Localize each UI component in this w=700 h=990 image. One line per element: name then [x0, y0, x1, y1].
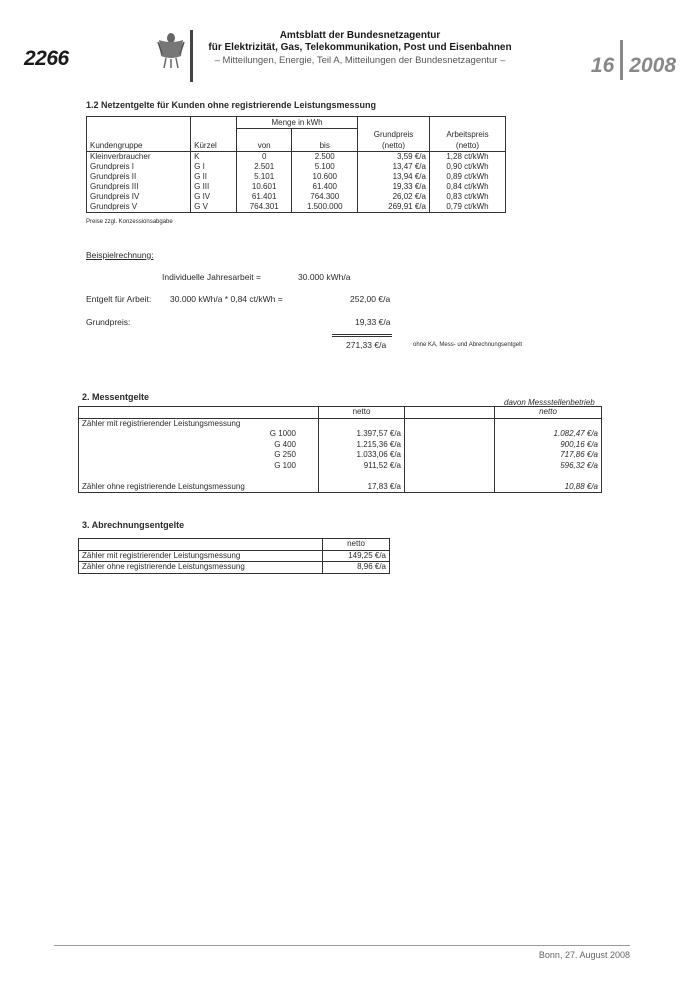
- cell-arbeitspreis: 1,28 ct/kWh: [429, 152, 505, 163]
- cell-davon: 596,32 €/a: [495, 461, 602, 472]
- cell-bis: 764.300: [292, 192, 358, 202]
- col-grundpreis: Grundpreis: [358, 129, 430, 141]
- issue-number: 16: [590, 54, 615, 77]
- ohne-netto: 17,83 €/a: [319, 482, 405, 493]
- cell-gruppe: Grundpreis II: [87, 172, 191, 182]
- grundpreis-label: Grundpreis:: [86, 317, 131, 327]
- cell-kuerzel: G I: [191, 162, 237, 172]
- journal-section: – Mitteilungen, Energie, Teil A, Mitteilungen der Bundesnetzagentur –: [214, 55, 506, 66]
- cell-von: 0: [236, 152, 291, 163]
- footer-divider: [54, 945, 630, 946]
- cell-grundpreis: 3,59 €/a: [358, 152, 430, 163]
- col-netto: netto: [323, 539, 390, 551]
- cell-von: 10.601: [236, 182, 291, 192]
- cell-grundpreis: 13,47 €/a: [358, 162, 430, 172]
- cell-von: 2.501: [236, 162, 291, 172]
- col-netto: netto: [319, 407, 405, 419]
- example-title: Beispielrechnung:: [86, 250, 154, 260]
- cell-netto: 1.397,57 €/a: [319, 429, 405, 440]
- col-netto-davon: netto: [495, 407, 602, 419]
- table-row: [79, 461, 602, 472]
- ohne-davon: 10,88 €/a: [495, 482, 602, 493]
- price-note: Preise zzgl. Konzessionsabgabe: [86, 219, 173, 225]
- cell-gruppe: Grundpreis V: [87, 202, 191, 213]
- col-grundpreis-sub: (netto): [358, 141, 430, 152]
- table-row: [79, 440, 602, 451]
- cell-gruppe: Grundpreis III: [87, 182, 191, 192]
- cell-von: 61.401: [236, 192, 291, 202]
- cell-label: Zähler mit registrierender Leistungsmessung: [79, 550, 323, 562]
- section-1-title: 1.2 Netzentgelte für Kunden ohne registrierende Leistungsmessung: [86, 100, 377, 110]
- cell-davon: 717,86 €/a: [495, 450, 602, 461]
- jahresarbeit-value: 30.000 kWh/a: [298, 272, 351, 282]
- footer-date: Bonn, 27. August 2008: [538, 950, 630, 960]
- jahresarbeit-label: Individuelle Jahresarbeit =: [162, 272, 261, 282]
- table-row: [79, 450, 602, 461]
- cell-von: 5.101: [236, 172, 291, 182]
- arbeit-value: 252,00 €/a: [350, 294, 391, 304]
- cell-grundpreis: 26,02 €/a: [358, 192, 430, 202]
- table-row: [87, 152, 506, 163]
- arbeit-label: Entgelt für Arbeit:: [86, 294, 152, 304]
- header-divider: [190, 30, 193, 82]
- issue-info: [591, 46, 676, 86]
- col-arbeitspreis-sub: (netto): [429, 141, 505, 152]
- col-menge: Menge in kWh: [236, 117, 357, 129]
- arbeit-formula: 30.000 kWh/a * 0,84 ct/kWh =: [170, 294, 283, 304]
- cell-label: Zähler ohne registrierende Leistungsmessung: [79, 562, 323, 574]
- col-kundengruppe: Kundengruppe: [87, 141, 191, 152]
- davon-label: davon Messstellenbetrieb: [504, 398, 595, 407]
- table-row: [87, 192, 506, 202]
- cell-von: 764.301: [236, 202, 291, 213]
- journal-subtitle: für Elektrizität, Gas, Telekommunikation, Post und Eisenbahnen: [208, 42, 512, 53]
- cell-netto: 1.215,36 €/a: [319, 440, 405, 451]
- issue-divider: [620, 40, 623, 80]
- cell-gruppe: Grundpreis I: [87, 162, 191, 172]
- cell-bis: 1.500.000: [292, 202, 358, 213]
- table-row: [87, 172, 506, 182]
- table-row: [87, 202, 506, 213]
- col-arbeitspreis: Arbeitspreis: [429, 129, 505, 141]
- total-value: 271,33 €/a: [346, 340, 387, 350]
- issue-year: 2008: [629, 54, 676, 77]
- cell-kuerzel: K: [191, 152, 237, 163]
- cell-bis: 10.600: [292, 172, 358, 182]
- cell-grundpreis: 13,94 €/a: [358, 172, 430, 182]
- table-row: [87, 162, 506, 172]
- cell-bis: 2.500: [292, 152, 358, 163]
- grundpreis-value: 19,33 €/a: [355, 317, 391, 327]
- cell-gruppe: Grundpreis IV: [87, 192, 191, 202]
- page-number: 2266: [24, 47, 69, 70]
- cell-kuerzel: G IV: [191, 192, 237, 202]
- cell-kuerzel: G V: [191, 202, 237, 213]
- table-row: [79, 429, 602, 440]
- cell-label: G 250: [79, 450, 319, 461]
- cell-bis: 61.400: [292, 182, 358, 192]
- total-note: ohne KA, Mess- und Abrechnungsentgelt: [413, 342, 523, 348]
- journal-title: Amtsblatt der Bundesnetzagentur: [279, 30, 441, 41]
- table-row: [87, 182, 506, 192]
- cell-arbeitspreis: 0,84 ct/kWh: [429, 182, 505, 192]
- table-row: [79, 482, 602, 493]
- cell-arbeitspreis: 0,79 ct/kWh: [429, 202, 505, 213]
- cell-kuerzel: G II: [191, 172, 237, 182]
- cell-davon: 900,16 €/a: [495, 440, 602, 451]
- cell-kuerzel: G III: [191, 182, 237, 192]
- federal-eagle-icon: [156, 30, 186, 70]
- journal-header: [205, 30, 515, 67]
- abrechnungsentgelte-table: [78, 538, 390, 574]
- cell-netto: 911,52 €/a: [319, 461, 405, 472]
- sum-divider: [332, 334, 392, 337]
- cell-label: G 1000: [79, 429, 319, 440]
- group-label: Zähler mit registrierender Leistungsmessung: [79, 418, 319, 429]
- col-bis: bis: [292, 141, 358, 152]
- section-3-title: 3. Abrechnungsentgelte: [82, 520, 185, 530]
- cell-netto: 1.033,06 €/a: [319, 450, 405, 461]
- col-von: von: [236, 141, 291, 152]
- section-2-title: 2. Messentgelte: [82, 392, 150, 402]
- cell-grundpreis: 269,91 €/a: [358, 202, 430, 213]
- table-row: [79, 550, 390, 562]
- table-row: [79, 562, 390, 574]
- ohne-label: Zähler ohne registrierende Leistungsmessung: [79, 482, 319, 493]
- cell-arbeitspreis: 0,89 ct/kWh: [429, 172, 505, 182]
- cell-arbeitspreis: 0,90 ct/kWh: [429, 162, 505, 172]
- cell-netto: 8,96 €/a: [323, 562, 390, 574]
- cell-arbeitspreis: 0,83 ct/kWh: [429, 192, 505, 202]
- cell-gruppe: Kleinverbraucher: [87, 152, 191, 163]
- table-row: [79, 418, 602, 429]
- messentgelte-table: [78, 406, 602, 493]
- cell-netto: 149,25 €/a: [323, 550, 390, 562]
- cell-grundpreis: 19,33 €/a: [358, 182, 430, 192]
- col-kuerzel: Kürzel: [191, 141, 237, 152]
- cell-davon: 1.082,47 €/a: [495, 429, 602, 440]
- cell-label: G 100: [79, 461, 319, 472]
- cell-label: G 400: [79, 440, 319, 451]
- netzentgelte-table: [86, 116, 506, 213]
- cell-bis: 5.100: [292, 162, 358, 172]
